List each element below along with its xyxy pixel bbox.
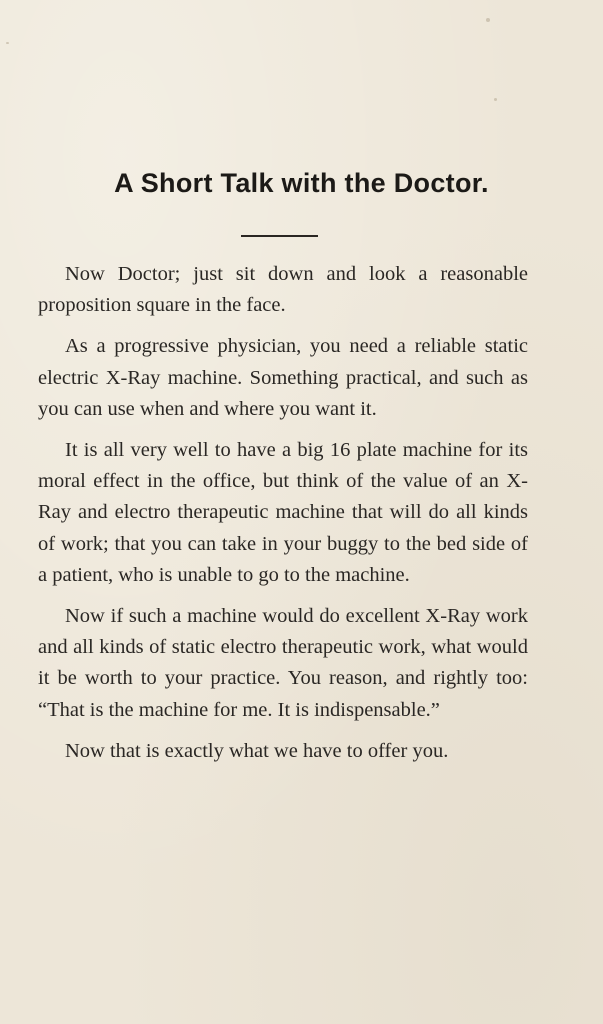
title-divider	[241, 235, 318, 237]
paper-speck	[486, 18, 490, 22]
paragraph: Now if such a machine would do excellent X-Ray work and all kinds of static electro therapeutic work, what would it be worth to your practice. You reason, and rightly too: “That is the machine for me. It is indispensable.”	[38, 605, 528, 721]
paragraph: As a progressive physician, you need a reliable static electric X-Ray machine. Something practical, and such as you can use when and where you want it.	[38, 335, 528, 420]
paragraph: Now that is exactly what we have to offer you.	[65, 739, 449, 762]
paragraph: It is all very well to have a big 16 plate machine for its moral effect in the office, but think of the value of an X-Ray and electro therapeutic machine that will do all kinds of work; that you can take in your buggy to the bed side of a patient, who is unable to go to the machine.	[38, 439, 528, 586]
document-body	[38, 259, 528, 777]
document-title: A Short Talk with the Doctor.	[114, 168, 489, 198]
paper-speck	[6, 42, 9, 44]
paper-speck	[494, 98, 497, 101]
paragraph: Now Doctor; just sit down and look a reasonable proposition square in the face.	[38, 263, 528, 317]
